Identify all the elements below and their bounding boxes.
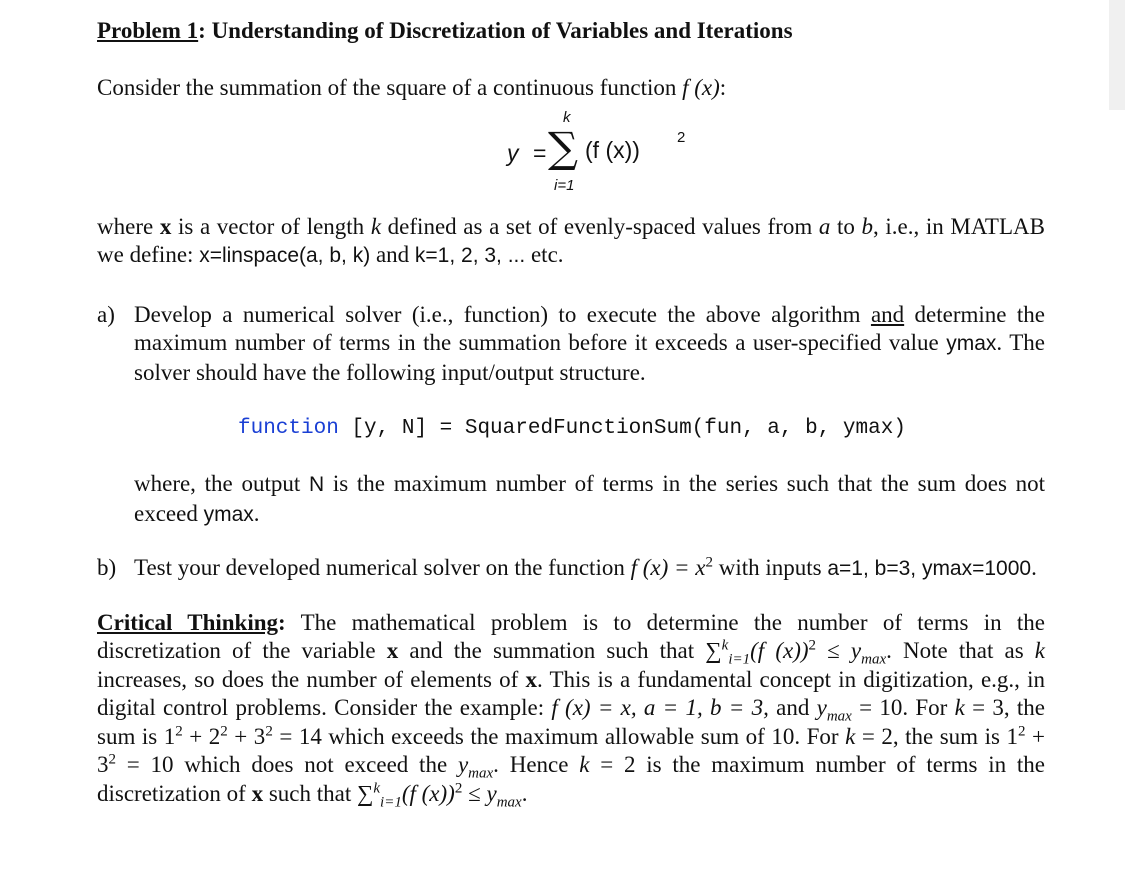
critical-sum-sub: i=1 — [728, 651, 751, 668]
critical-y3-sub: max — [468, 765, 494, 782]
critical-leq-2: ≤ — [462, 780, 487, 806]
where-code: x=linspace(a, b, k) — [199, 244, 371, 267]
critical-ex-y-sub: max — [826, 708, 852, 725]
critical-sq-2: 2 — [220, 722, 228, 739]
intro-func: f (x) — [682, 75, 720, 100]
part-a-and: and — [870, 301, 905, 327]
critical-end: . — [521, 780, 528, 806]
intro-line — [97, 74, 1045, 103]
part-b-inputs: a=1, b=3, ymax=1000 — [827, 557, 1032, 580]
part-a-label: a) — [97, 301, 115, 327]
title-prefix: Problem 1 — [97, 18, 199, 43]
part-a-text-3: . The solver should have the following input/output structure. — [134, 330, 1046, 385]
part-a-where-3: . — [253, 500, 260, 526]
critical-s8: = 3, the sum is 1 — [97, 695, 1045, 749]
critical-k2: k — [954, 695, 965, 720]
critical-x3: x — [251, 780, 264, 806]
part-a-text-2: determine the maximum number of terms in the summation before it exceeds a user-specified value — [134, 301, 1045, 355]
eq-equals: = — [533, 139, 547, 166]
document-page — [97, 14, 1046, 811]
eq-sigma: ∑ — [548, 122, 578, 172]
part-b-text-1: Test your developed numerical solver on the function — [134, 555, 631, 580]
critical-expr-pow: 2 — [808, 637, 817, 654]
critical-colon: : — [278, 609, 286, 635]
part-a-ymax-2: ymax — [203, 502, 254, 526]
critical-y-sub: max — [861, 651, 887, 668]
critical-k1: k — [1034, 638, 1046, 663]
part-b — [97, 554, 1045, 584]
part-b-text-3: . — [1031, 555, 1037, 580]
critical-s13: + 3 — [97, 723, 1045, 777]
where-x: x — [159, 213, 172, 239]
critical-expr: (f (x)) — [750, 638, 809, 663]
critical-s9: + 2 — [182, 723, 221, 749]
part-b-text-2: with inputs — [712, 555, 828, 580]
critical-s14: = 10 which does not exceed the — [116, 752, 458, 777]
critical-expr-pow-2: 2 — [454, 779, 463, 796]
critical-x2: x — [525, 666, 537, 692]
critical-k4: k — [579, 752, 590, 777]
critical-s2: and the summation such that — [398, 638, 706, 663]
part-b-func: f (x) = x — [630, 555, 706, 580]
critical-y3: y — [457, 752, 469, 777]
critical-leq: ≤ — [816, 638, 851, 663]
problem-title — [97, 18, 1045, 44]
eq-lower-limit: i=1 — [554, 176, 575, 194]
where-text-1: where — [97, 213, 160, 239]
code-signature: [y, N] = SquaredFunctionSum(fun, a, b, ymax) — [338, 417, 906, 440]
where-kvals: k=1, 2, 3, ... — [414, 244, 526, 267]
critical-s12: = 2, the sum is 1 — [855, 723, 1018, 749]
critical-expr-2: (f (x)) — [401, 780, 455, 806]
critical-s6: and — [768, 695, 817, 720]
eq-power: 2 — [677, 128, 686, 146]
part-a-where — [97, 470, 1045, 529]
critical-example: f (x) = x, a = 1, b = 3, — [551, 695, 769, 720]
part-a — [97, 301, 1045, 388]
critical-s11: = 14 which exceeds the maximum allowable sum of 10. For — [272, 723, 846, 749]
critical-k3: k — [845, 723, 856, 749]
critical-s15: . Hence — [493, 752, 580, 777]
part-a-ymax: ymax — [946, 332, 997, 355]
critical-s16: = 2 is the maximum number of terms in the discretization of — [97, 752, 1045, 806]
where-paragraph — [97, 213, 1045, 271]
critical-sq-3: 2 — [265, 722, 273, 739]
critical-s17: such that — [263, 780, 357, 806]
critical-s5: . This is a fundamental concept in digitization, e.g., in digital control problems. Consider the example: — [97, 666, 1045, 720]
where-text-4: to — [830, 213, 862, 239]
critical-thinking-paragraph — [97, 609, 1045, 809]
where-text-5: , i.e., in MATLAB we define: — [97, 213, 1045, 267]
intro-colon: : — [719, 75, 727, 100]
part-b-label: b) — [97, 555, 117, 580]
critical-sq-5: 2 — [108, 751, 116, 768]
critical-s10: + 3 — [227, 723, 266, 749]
critical-y-sub-2: max — [496, 794, 522, 811]
critical-sum-symbol-2: ∑ — [356, 780, 374, 806]
scrollbar[interactable] — [1109, 0, 1125, 110]
critical-s7: For — [908, 695, 955, 720]
where-text-7: etc. — [525, 242, 564, 267]
intro-text: Consider the summation of the square of a continuous function — [97, 75, 683, 100]
where-k: k — [370, 213, 382, 239]
code-keyword: function — [238, 417, 339, 440]
eq-lhs: y — [507, 139, 519, 166]
critical-x1: x — [386, 638, 399, 663]
eq-upper-limit: k — [563, 108, 571, 126]
where-a: a — [818, 213, 831, 239]
part-a-text-1: Develop a numerical solver (i.e., function) to execute the above algorithm — [134, 301, 871, 327]
critical-s3: . Note that as — [886, 638, 1035, 663]
critical-ex-y: y — [816, 695, 827, 720]
critical-y: y — [850, 638, 862, 663]
part-a-where-1: where, the output — [134, 471, 309, 496]
function-signature — [238, 417, 1045, 440]
critical-heading: Critical Thinking — [97, 609, 279, 635]
critical-sum-sub-2: i=1 — [380, 794, 402, 811]
part-a-N: N — [308, 473, 325, 496]
critical-sum-sup: k — [721, 637, 729, 654]
part-b-pow: 2 — [705, 554, 713, 571]
where-b: b — [861, 213, 874, 239]
critical-y-2: y — [486, 780, 497, 806]
critical-sum-sup-2: k — [373, 779, 381, 796]
where-text-6: and — [370, 242, 415, 267]
critical-ex-eq: = 10. — [851, 695, 909, 720]
critical-s1: The mathematical problem is to determine the number of terms in the discretization of the variable — [97, 609, 1045, 663]
critical-sq-1: 2 — [175, 722, 183, 739]
critical-s4: increases, so does the number of elements of — [97, 666, 526, 692]
where-text-3: defined as a set of evenly-spaced values from — [381, 213, 819, 239]
eq-body: (f (x)) — [585, 136, 640, 163]
critical-sum-symbol: ∑ — [705, 638, 722, 663]
critical-sq-4: 2 — [1017, 722, 1026, 739]
part-a-body — [134, 301, 1045, 388]
where-text-2: is a vector of length — [171, 213, 371, 239]
part-a-where-2: is the maximum number of terms in the series such that the sum does not exceed — [134, 471, 1045, 526]
summation-equation — [97, 109, 1045, 209]
title-rest: : Understanding of Discretization of Variables and Iterations — [198, 18, 793, 43]
